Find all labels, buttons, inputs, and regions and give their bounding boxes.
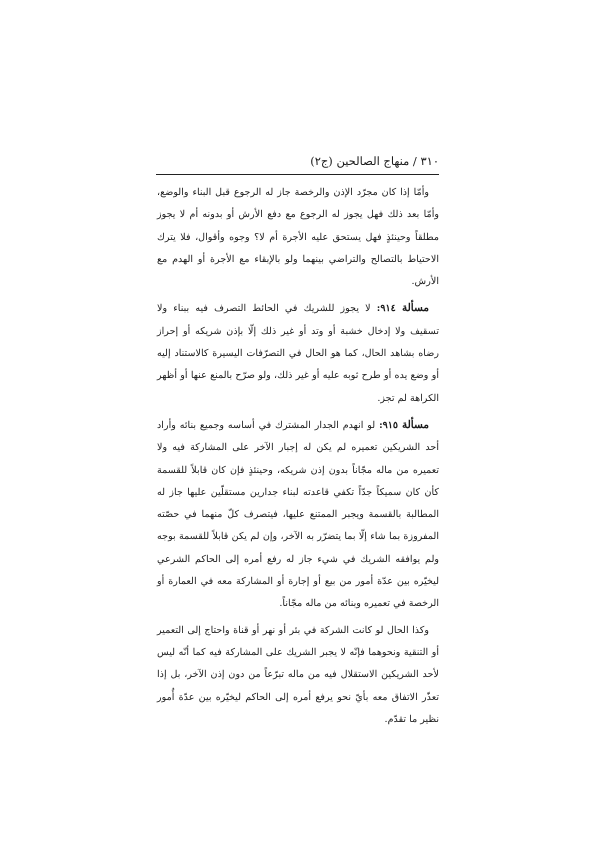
paragraph-text: وكذا الحال لو كانت الشركة في بئر أو نهر أو قناة واحتاج إلى التعمير أو التنقية ونحوهما فإنّه لا يجبر الشريك على المشاركة فيه كما أنّه ليس لأحد الشريكين الاستقلال فيه من ماله تبرّعاً من دون إذن الآخر، بل إذا تعذّر الاتفاق معه بأيّ نحو يرفع أمره إلى الحاكم ليخيّره بين عدّة أُمور نظير ما تقدّم. bbox=[157, 624, 439, 725]
body-text bbox=[157, 182, 439, 735]
header-divider bbox=[156, 174, 439, 175]
paragraph-intro bbox=[157, 182, 439, 293]
paragraph-text: وأمّا إذا كان مجرّد الإذن والرخصة جاز له الرجوع قبل البناء والوضع، وأمّا بعد ذلك فهل يجوز له الرجوع مع دفع الأرش أو بدونه أم لا يجوز مطلقاً وحينئذٍ فهل يستحق عليه الأجرة أم لا؟ وجوه وأقوال، فلا يترك الاحتياط بالتصالح والتراضي بينهما ولو بالإبقاء مع الأجرة أو الهدم مع الأرش. bbox=[157, 187, 439, 288]
paragraph-closing bbox=[157, 620, 439, 731]
issue-915 bbox=[157, 414, 439, 616]
issue-label: مسألة bbox=[401, 302, 429, 315]
issue-number: ٩١٥: bbox=[379, 419, 399, 431]
paragraph-text: لو انهدم الجدار المشترك في أساسه وجميع بنائه وأراد أحد الشريكين تعميره لم يكن له إجبار الآخر على المشاركة فيه ولا تعميره من ماله مجّاناً بدون إذن شريكه، وحينئذٍ فإن كان قابلاً للقسمة كأن كان سميكاً جدّاً تكفي قاعدته لبناء جدارين مستقلّين عليها جاز له المطالبة بالقسمة ويجبر الممتنع عليها، فيتصرف كلّ منهما في حصّته المفروزة بما شاء إلّا بما يتضرّر به الآخر، وإن لم يكن قابلاً للقسمة بوجه ولم يوافقه الشريك في شيء جاز له رفع أمره إلى الحاكم الشرعي ليخيّره بين عدّة أمور من بيع أو إجارة أو المشاركة معه في العمارة أو الرخصة في تعميره وبنائه من ماله مجّاناً. bbox=[157, 419, 439, 610]
issue-number: ٩١٤: bbox=[376, 303, 396, 315]
paragraph-text: لا يجوز للشريك في الحائط التصرف فيه ببناء ولا تسقيف ولا إدخال خشبة أو وتد أو غير ذلك إلّا بإذن شريكه أو إحراز رضاه بشاهد الحال، كما هو الحال في التصرّفات اليسيرة كالاستناد إليه أو وضع يده أو طرح ثوبه عليه أو غير ذلك، ولو صرّح بالمنع عنها أو أظهر الكراهة لم تجز. bbox=[157, 303, 439, 404]
issue-label: مسألة bbox=[401, 418, 429, 431]
issue-914 bbox=[157, 297, 439, 409]
running-header: ٣١٠ / منهاج الصالحين (ج٢) bbox=[310, 154, 439, 168]
